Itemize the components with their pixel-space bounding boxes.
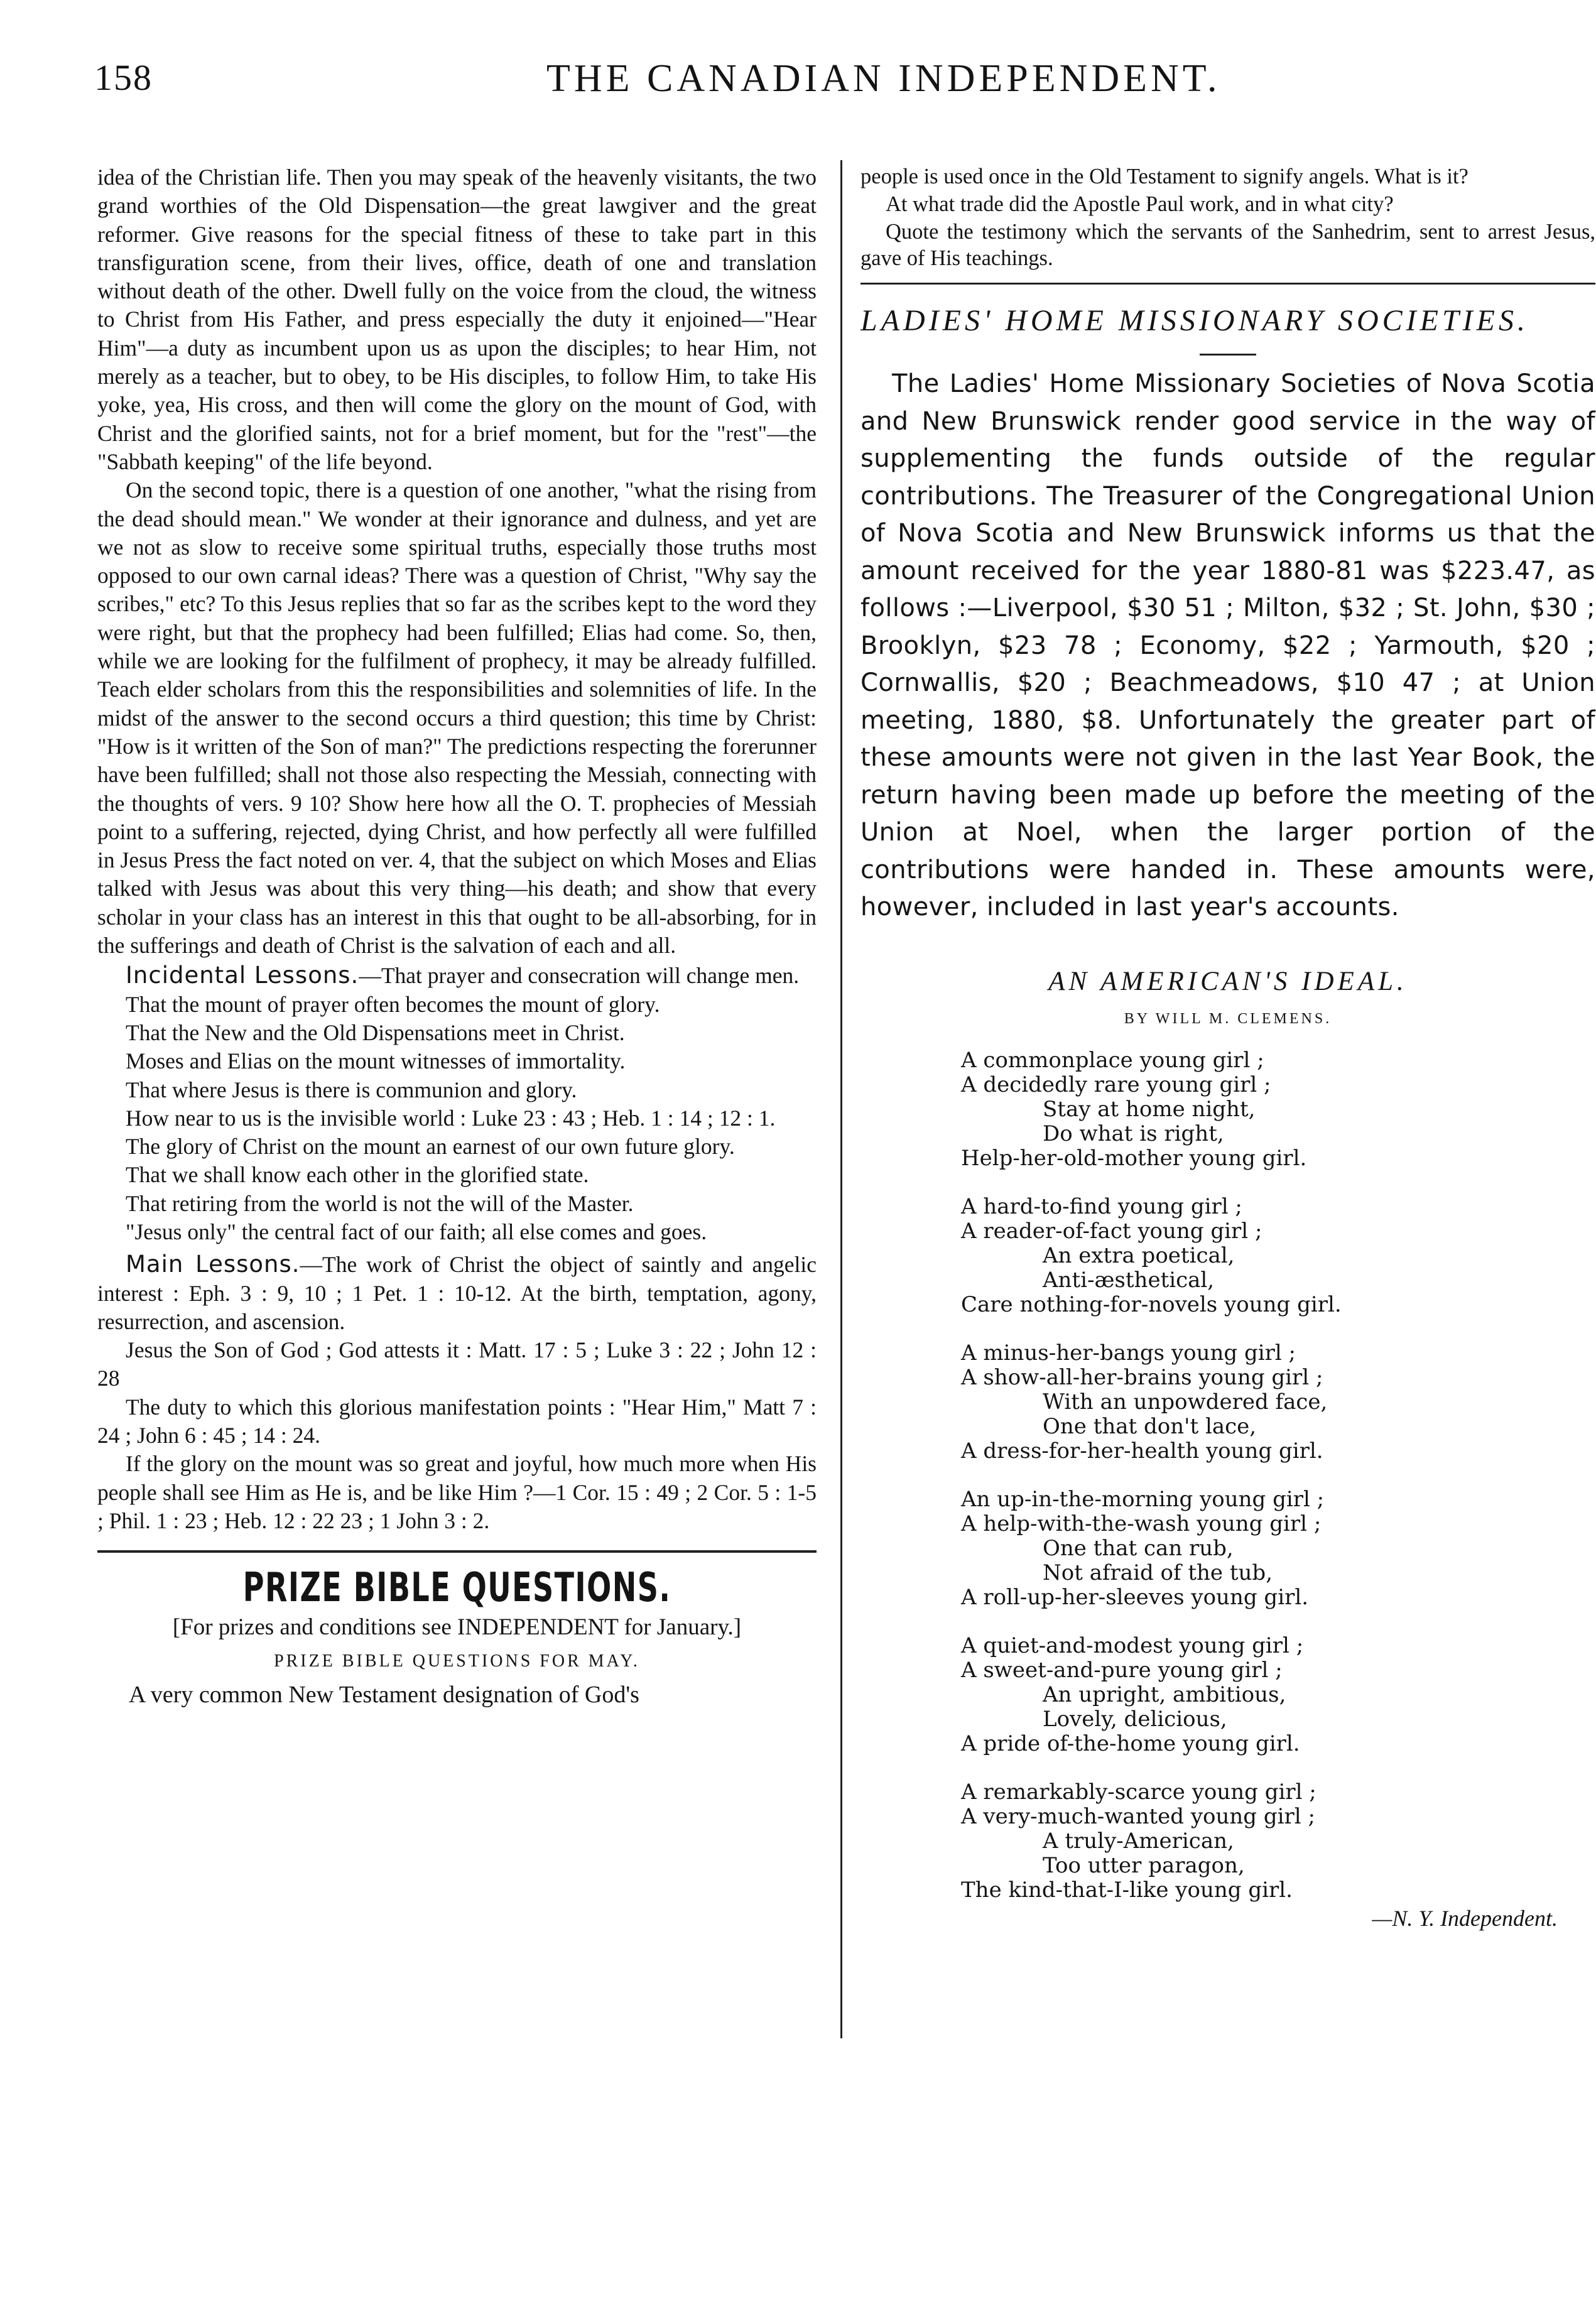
poem-stanza [961, 1634, 1595, 1756]
poem-line: A decidedly rare young girl ; [961, 1072, 1271, 1097]
ladies-section-body: The Ladies' Home Missionary Societies of Nova Scotia and New Brunswick render good service in the way of supplementing the funds outside of the regular contributions. The Treasurer of the Congregational Union of Nova Scotia and New Brunswick informs us that the amount received for the year 1880-81 was $223.47, as follows :—Liverpool, $30 51 ; Milton, $32 ; St. John, $30 ; Brooklyn, $23 78 ; Economy, $22 ; Yarmouth, $20 ; Cornwallis, $20 ; Beachmeadows, $10 47 ; at Union meeting, 1880, $8. Unfortunately the greater part of these amounts were not given in the last Year Book, the return having been made up before the meeting of the Union at Noel, when the larger portion of the contributions were handed in. These amounts were, however, included in last year's accounts. [860, 369, 1595, 921]
incidental-first-line: Incidental Lessons.—That prayer and consecration will change men. [126, 962, 800, 989]
second-topic-paragraph: On the second topic, there is a question of one another, "what the rising from the dead should mean." We wonder at their ignorance and dulness, and yet are we not as slow to receive some spiritual truths, especially those truths most opposed to our own carnal ideas? There was a question of Christ, "Why say the scribes," etc? To this Jesus replies that so far as the scribes kept to the word they were right, but that the prophecy had been fulfilled; Elias had come. So, then, while we are looking for the fulfilment of prophecy, it may be already fulfilled. Teach elder scholars from this the responsibilities and solemnities of life. In the midst of the answer to the second occurs a third question; this time by Christ: "How is it written of the Son of man?" The predictions respecting the forerunner have been fulfilled; shall not those also respecting the Messiah, connecting with the thoughts of vers. 9 10? Show here how all the O. T. prophecies of Messiah point to a suffering, rejected, dying Christ, and how perfectly all were fulfilled in Jesus Press the fact noted on ver. 4, that the subject on which Moses and Elias talked with Jesus was about this very thing—his death; and show that every scholar in your class has an interest in this that ought to be all-absorbing, for in the sufferings and death of Christ is the salvation of each and all. [97, 477, 817, 959]
prize-note: [For prizes and conditions see INDEPENDENT for January.] [172, 1614, 742, 1641]
poem-line: Anti-æsthetical, [1043, 1267, 1215, 1293]
poem [860, 964, 1595, 1932]
section-rule [860, 283, 1595, 285]
poem-line: One that don't lace, [1043, 1413, 1257, 1439]
poem-stanza [961, 1780, 1595, 1903]
poem-line: A roll-up-her-sleeves young girl. [961, 1584, 1308, 1610]
poem-line: The kind-that-I-like young girl. [961, 1877, 1293, 1903]
question-line: At what trade did the Apostle Paul work, and in what city? [886, 192, 1394, 216]
title-rule [1200, 354, 1256, 356]
page-header [94, 31, 1539, 101]
poem-line: A show-all-her-brains young girl ; [961, 1364, 1323, 1390]
poem-stanza [961, 1048, 1595, 1171]
incidental-line: How near to us is the invisible world : Luke 23 : 43 ; Heb. 1 : 14 ; 12 : 1. [126, 1105, 776, 1131]
section-rule [97, 1550, 817, 1553]
ladies-section-title: LADIES' HOME MISSIONARY SOCIETIES. [860, 304, 1529, 337]
poem-line: An upright, ambitious, [1043, 1682, 1286, 1707]
poem-line: Stay at home night, [1043, 1096, 1256, 1122]
poem-stanza [961, 1487, 1595, 1610]
poem-line: Do what is right, [1043, 1121, 1224, 1146]
incidental-line: That the mount of prayer often becomes the mount of glory. [126, 991, 660, 1017]
question-line: people is used once in the Old Testament to signify angels. What is it? [860, 165, 1468, 188]
running-title: THE CANADIAN INDEPENDENT. [546, 57, 1221, 100]
prize-questions-continued [860, 163, 1595, 271]
left-column [97, 163, 817, 1710]
lesson-commentary [97, 163, 817, 960]
poem-line: A truly-American, [1043, 1828, 1234, 1854]
main-heading: Main Lessons. [126, 1251, 300, 1278]
main-line: The duty to which this glorious manifestation points : "Hear Him," Matt 7 : 24 ; John 6 : 45 ; 14 : 24. [97, 1394, 817, 1448]
poem-line: Help-her-old-mother young girl. [961, 1145, 1307, 1171]
poem-line: A commonplace young girl ; [961, 1047, 1264, 1073]
poem-line: An extra poetical, [1043, 1242, 1235, 1268]
poem-line: Lovely, delicious, [1043, 1706, 1227, 1732]
main-lessons [97, 1250, 817, 1535]
incidental-lessons [97, 961, 817, 1246]
prize-question-start: A very common New Testament designation of God's [129, 1682, 639, 1709]
main-line: If the glory on the mount was so great and joyful, how much more when His people shall see Him as He is, and be like Him ?—1 Cor. 15 : 49 ; 2 Cor. 5 : 1-5 ; Phil. 1 : 23 ; Heb. 12 : 22 23 ; 1 John 3 : 2. [97, 1451, 817, 1533]
prize-subtitle: PRIZE BIBLE QUESTIONS FOR MAY. [274, 1651, 640, 1671]
page-number: 158 [94, 57, 153, 98]
column-divider [840, 160, 842, 2038]
poem-line: One that can rub, [1043, 1535, 1234, 1561]
poem-line: A very-much-wanted young girl ; [961, 1803, 1315, 1829]
poem-line: A pride of-the-home young girl. [961, 1731, 1300, 1756]
prize-title: PRIZE BIBLE QUESTIONS. [242, 1565, 671, 1612]
incidental-line: The glory of Christ on the mount an earnest of our own future glory. [126, 1134, 735, 1160]
prize-questions [97, 1564, 817, 1710]
incidental-heading: Incidental Lessons. [126, 962, 359, 989]
incidental-line: Moses and Elias on the mount witnesses of immortality. [126, 1048, 626, 1074]
main-first-line: Main Lessons.—The work of Christ the object of saintly and angelic interest : Eph. 3 : 9, 10 ; 1 Pet. 1 : 10-12. At the birth, temptation, agony, resurrection, and ascension. [97, 1251, 817, 1334]
poem-line: Too utter paragon, [1043, 1852, 1245, 1878]
question-line: Quote the testimony which the servants of the Sanhedrim, sent to arrest Jesus, gave of His teachings. [860, 220, 1595, 270]
poem-line: Not afraid of the tub, [1043, 1560, 1273, 1585]
poem-line: A dress-for-her-health young girl. [961, 1438, 1323, 1464]
incidental-line: "Jesus only" the central fact of our faith; all else comes and goes. [126, 1219, 707, 1244]
incidental-line: That the New and the Old Dispensations meet in Christ. [126, 1019, 625, 1045]
poem-stanza [961, 1341, 1595, 1464]
poem-line: Care nothing-for-novels young girl. [961, 1291, 1342, 1317]
poem-line: A remarkably-scarce young girl ; [961, 1779, 1316, 1805]
poem-line: A minus-her-bangs young girl ; [961, 1340, 1296, 1366]
poem-byline: BY WILL M. CLEMENS. [1124, 1010, 1332, 1027]
opening-paragraph: idea of the Christian life. Then you may speak of the heavenly visitants, the two grand worthies of the Old Dispensation—the great lawgiver and the great reformer. Give reasons for the special fitness of these to take part in this transfiguration scene, from their lives, office, death of one and translation without death of the other. Dwell fully on the voice from the cloud, the witness to Christ from His Father, and press especially the duty it enjoined—"Hear Him"—a duty as incumbent upon us as upon the disciples; to hear Him, not merely as a teacher, but to obey, to be His disciples, to follow Him, to take His yoke, yea, His cross, and then will come the glory on the mount of God, with Christ and the glorified saints, not for a brief moment, but for the "rest"—the "Sabbath keeping" of the life beyond. [97, 165, 817, 474]
poem-title: AN AMERICAN'S IDEAL. [1048, 966, 1408, 996]
poem-line: A reader-of-fact young girl ; [961, 1218, 1262, 1244]
poem-credit: —N. Y. Independent. [1372, 1905, 1558, 1931]
poem-line: A help-with-the-wash young girl ; [961, 1511, 1322, 1536]
poem-line: A sweet-and-pure young girl ; [961, 1657, 1283, 1683]
incidental-line: That where Jesus is there is communion and glory. [126, 1077, 577, 1102]
poem-line: An up-in-the-morning young girl ; [961, 1486, 1325, 1512]
incidental-line: That retiring from the world is not the will of the Master. [126, 1190, 634, 1216]
poem-line: A quiet-and-modest young girl ; [961, 1633, 1304, 1658]
poem-stanza [961, 1195, 1595, 1317]
poem-line: With an unpowdered face, [1043, 1389, 1328, 1415]
main-line: Jesus the Son of God ; God attests it : Matt. 17 : 5 ; Luke 3 : 22 ; John 12 : 28 [97, 1337, 817, 1391]
incidental-line: That we shall know each other in the glorified state. [126, 1162, 589, 1188]
right-column [860, 163, 1595, 1932]
poem-line: A hard-to-find young girl ; [961, 1193, 1242, 1219]
